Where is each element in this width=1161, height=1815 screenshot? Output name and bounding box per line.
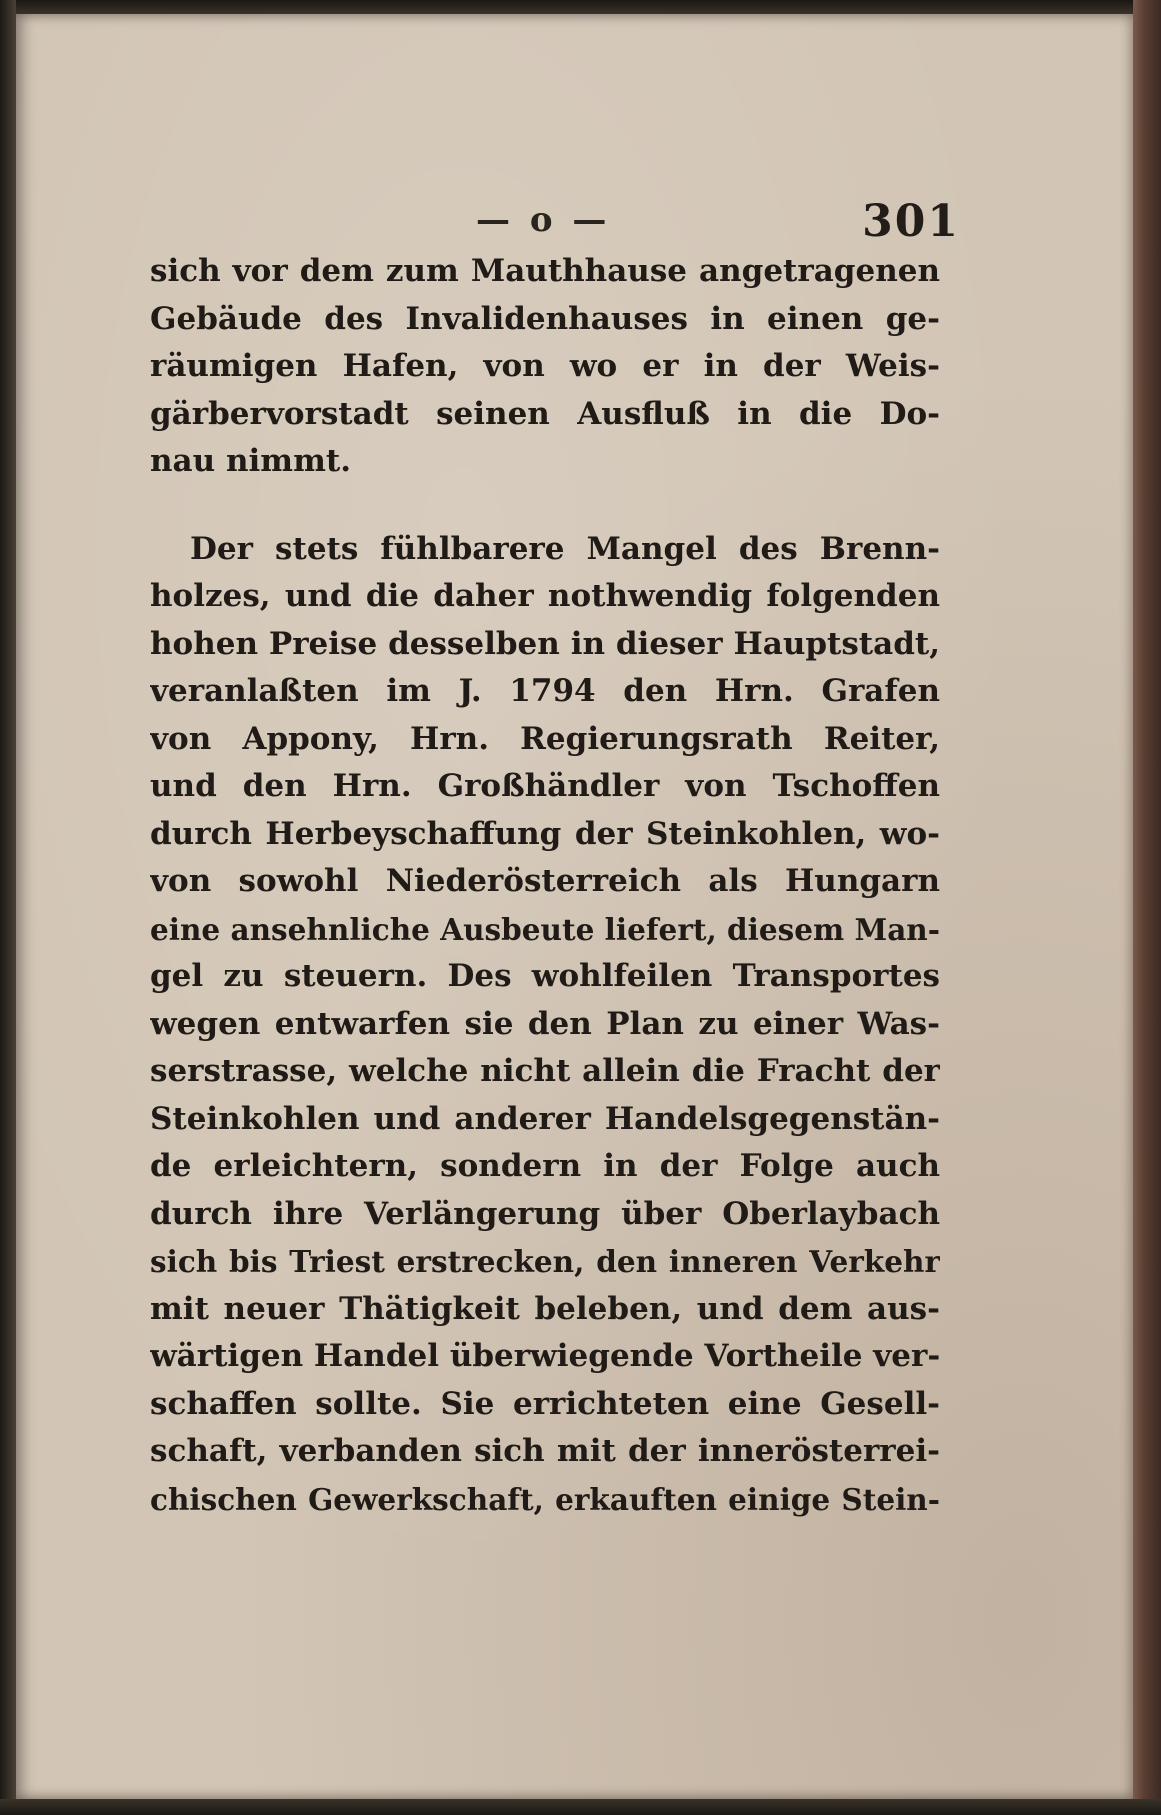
text-line: veranlaßten im J. 1794 den Hrn. Grafen <box>150 673 940 709</box>
text-line: sich vor dem zum Mauthhause angetragenen <box>150 253 940 289</box>
text-line: Steinkohlen und anderer Handelsgegenstän- <box>150 1100 940 1137</box>
text-line: holzes, und die daher nothwendig folgenden <box>150 578 940 614</box>
page-header <box>170 192 960 252</box>
text-line: von sowohl Niederösterreich als Hungarn <box>150 863 940 899</box>
text-line: serstrasse, welche nicht allein die Fracht der <box>150 1053 940 1089</box>
book-edge-top <box>0 0 1161 14</box>
text-line: schaft, verbanden sich mit der innerösterrei- <box>150 1433 940 1469</box>
text-line: mit neuer Thätigkeit beleben, und dem aus- <box>150 1290 940 1327</box>
text-line: durch Herbeyschaffung der Steinkohlen, wo- <box>150 815 940 852</box>
text-line: hohen Preise desselben in dieser Hauptstadt, <box>150 625 940 662</box>
page-number: 301 <box>862 196 960 247</box>
header-ornament: — o — <box>476 200 611 240</box>
text-line: schaffen sollte. Sie errichteten eine Gesell- <box>150 1385 940 1422</box>
text-line: wärtigen Handel überwiegende Vortheile ver- <box>150 1338 940 1374</box>
text-line: von Appony, Hrn. Regierungsrath Reiter, <box>150 720 940 757</box>
text-line: räumigen Hafen, von wo er in der Weis- <box>150 348 940 384</box>
text-line: Gebäude des Invalidenhauses in einen ge- <box>150 300 940 337</box>
text-line: durch ihre Verlängerung über Oberlaybach <box>150 1195 940 1232</box>
text-line: Der stets fühlbarere Mangel des Brenn- <box>190 530 940 567</box>
text-line: eine ansehnliche Ausbeute liefert, diesem Man- <box>150 911 940 947</box>
book-fore-edge <box>1133 0 1161 1815</box>
text-line: wegen entwarfen sie den Plan zu einer Was- <box>150 1005 940 1042</box>
paragraph <box>150 526 940 1524</box>
paragraph-spacer <box>150 486 940 526</box>
text-line: chischen Gewerkschaft, erkauften einige Stein- <box>150 1481 940 1517</box>
text-line: gel zu steuern. Des wohlfeilen Transportes <box>150 958 940 994</box>
text-line: sich bis Triest erstrecken, den inneren Verkehr <box>150 1244 940 1279</box>
text-line: und den Hrn. Großhändler von Tschoffen <box>150 768 940 804</box>
text-line: de erleichtern, sondern in der Folge auch <box>150 1148 940 1184</box>
text-line: nau nimmt. <box>150 443 351 479</box>
book-spine-edge <box>0 0 16 1815</box>
book-edge-bottom <box>0 1799 1161 1815</box>
text-line: gärbervorstadt seinen Ausfluß in die Do- <box>150 395 940 432</box>
paragraph <box>150 248 940 486</box>
page-body <box>150 248 940 1523</box>
